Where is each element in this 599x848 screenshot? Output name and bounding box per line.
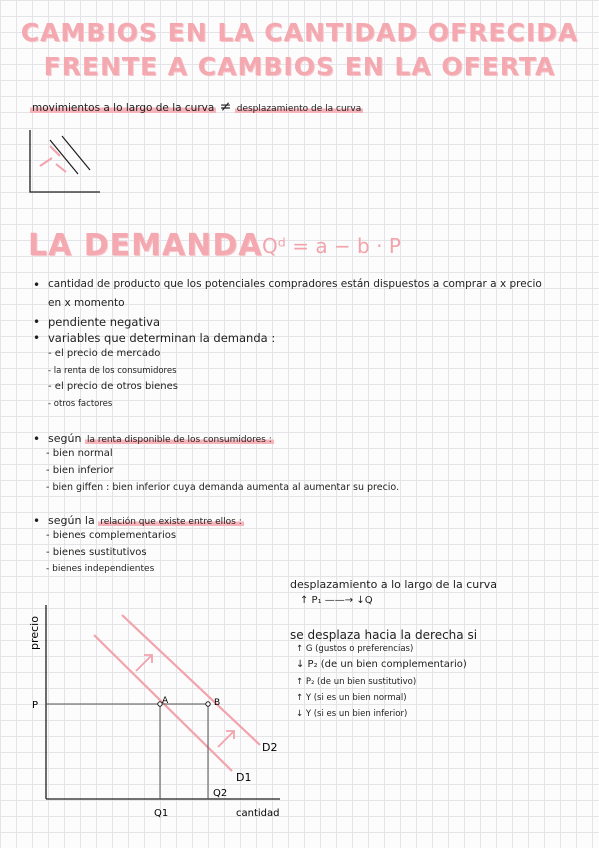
demand-graph	[20, 595, 290, 825]
bullet-definition-cont: en x momento	[48, 297, 125, 309]
curve-d2	[122, 615, 260, 745]
q1-label: Q1	[154, 808, 169, 819]
bullet-definition: • cantidad de producto que los potenciales compradores están dispuestos a comprar a x precio	[48, 278, 542, 290]
point-b-marker	[206, 702, 210, 706]
renta-item: - bien inferior	[46, 465, 114, 476]
mini-curve-1	[50, 140, 78, 174]
point-a-label: A	[162, 696, 169, 706]
not-equal-symbol: ≠	[219, 99, 232, 115]
mini-arrow-3	[56, 164, 66, 172]
mini-curve-2	[62, 136, 90, 170]
renta-heading	[48, 432, 274, 445]
p-label: P	[32, 700, 39, 711]
relacion-item: - bienes independientes	[46, 564, 155, 574]
d2-label: D2	[262, 741, 278, 754]
relacion-heading	[48, 514, 244, 527]
renta-item: - bien normal	[46, 448, 113, 459]
d1-label: D1	[236, 771, 252, 784]
y-axis-label: precio	[28, 616, 41, 650]
intro-left: movimientos a lo largo de la curva	[32, 102, 215, 114]
renta-prefix: según	[48, 432, 82, 445]
shift-item: ↓ Y (si es un bien inferior)	[296, 709, 408, 719]
variable-item: - otros factores	[48, 399, 113, 409]
shift-item: ↑ G (gustos o preferencias)	[296, 644, 414, 654]
shift-arrow-lower	[218, 731, 234, 747]
intro-right: desplazamiento de la curva	[236, 104, 362, 114]
x-axis-label: cantidad	[236, 808, 280, 819]
relacion-item: - bienes complementarios	[46, 530, 177, 541]
bullet-variables: • variables que determinan la demanda :	[48, 331, 275, 345]
variable-item: - el precio de mercado	[48, 348, 161, 359]
point-b-label: B	[214, 698, 221, 708]
demand-formula: Qᵈ = a − b · P	[262, 234, 401, 258]
movement-title: desplazamiento a lo largo de la curva	[290, 578, 498, 591]
variable-item: - el precio de otros bienes	[48, 381, 178, 392]
page-title-line-1: CAMBIOS EN LA CANTIDAD OFRECIDA	[20, 18, 579, 47]
shift-arrow-upper	[136, 655, 152, 671]
relacion-prefix: según la	[48, 514, 95, 527]
renta-highlight: la renta disponible de los consumidores :	[86, 435, 272, 445]
relacion-highlight: relación que existe entre ellos :	[100, 517, 242, 527]
shift-title: se desplaza hacia la derecha si	[290, 628, 478, 642]
shift-item: ↑ P₂ (de un bien sustitutivo)	[296, 677, 417, 687]
intro-line	[30, 99, 363, 115]
shift-item: ↓ P₂ (de un bien complementario)	[296, 659, 467, 670]
renta-item: - bien giffen : bien inferior cuya demanda aumenta al aumentar su precio.	[46, 482, 400, 493]
page-title-line-2: FRENTE A CAMBIOS EN LA OFERTA	[43, 52, 556, 81]
bullet-slope: • pendiente negativa	[48, 315, 160, 329]
q2-label: Q2	[213, 788, 228, 799]
variable-item: - la renta de los consumidores	[48, 366, 177, 376]
mini-arrow-1	[40, 158, 52, 166]
movement-formula: ↑ P₁ ——→ ↓Q	[300, 595, 373, 606]
shift-item: ↑ Y (si es un bien normal)	[296, 693, 407, 703]
relacion-item: - bienes sustitutivos	[46, 547, 147, 558]
mini-curve-sketch	[26, 128, 106, 198]
demand-heading: LA DEMANDA	[28, 228, 263, 263]
